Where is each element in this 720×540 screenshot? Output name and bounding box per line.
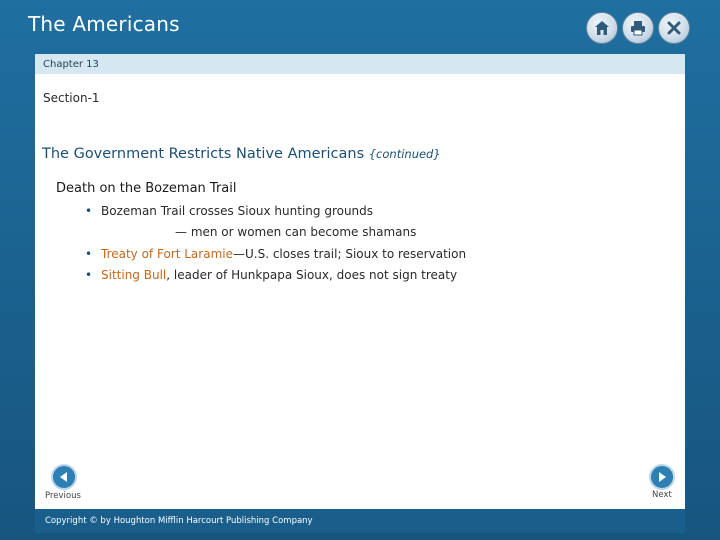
bullet-icon: • xyxy=(85,247,93,261)
slide-title-continued: {continued} xyxy=(368,147,441,161)
bullet-item xyxy=(85,247,466,261)
slide-title-text: The Government Restricts Native Americans xyxy=(42,146,365,162)
close-icon xyxy=(665,19,683,37)
slide-content xyxy=(35,54,685,533)
bullet-sub-text: — men or women can become shamans xyxy=(175,225,417,239)
slide-heading: Death on the Bozeman Trail xyxy=(56,181,237,196)
previous-label[interactable]: Previous xyxy=(45,491,81,501)
bullet-highlight: Sitting Bull xyxy=(101,268,167,282)
footer-bar xyxy=(35,509,685,533)
arrow-left-icon xyxy=(58,471,70,483)
chapter-label: Chapter 13 xyxy=(35,54,685,74)
copyright-text: Copyright © by Houghton Mifflin Harcourt Publishing Company xyxy=(45,516,313,526)
home-button[interactable] xyxy=(586,12,618,44)
slide-title xyxy=(42,146,441,162)
arrow-right-icon xyxy=(656,471,668,483)
app-title: The Americans xyxy=(28,12,180,36)
toolbar xyxy=(586,12,690,44)
next-label[interactable]: Next xyxy=(652,490,672,500)
bullet-text: —U.S. closes trail; Sioux to reservation xyxy=(232,247,467,261)
bullet-item xyxy=(85,204,373,218)
bullet-sub-item xyxy=(175,225,416,239)
bullet-text: , leader of Hunkpapa Sioux, does not sign treaty xyxy=(166,268,458,282)
home-icon xyxy=(593,19,611,37)
bullet-highlight: Treaty of Fort Laramie xyxy=(101,247,233,261)
bullet-item xyxy=(85,268,457,282)
section-label: Section-1 xyxy=(43,91,100,105)
bullet-icon: • xyxy=(85,204,93,218)
print-icon xyxy=(629,19,647,37)
next-button[interactable] xyxy=(649,464,675,490)
previous-button[interactable] xyxy=(51,464,77,490)
close-button[interactable] xyxy=(658,12,690,44)
bullet-icon: • xyxy=(85,268,93,282)
bullet-text: Bozeman Trail crosses Sioux hunting grounds xyxy=(101,204,374,218)
print-button[interactable] xyxy=(622,12,654,44)
